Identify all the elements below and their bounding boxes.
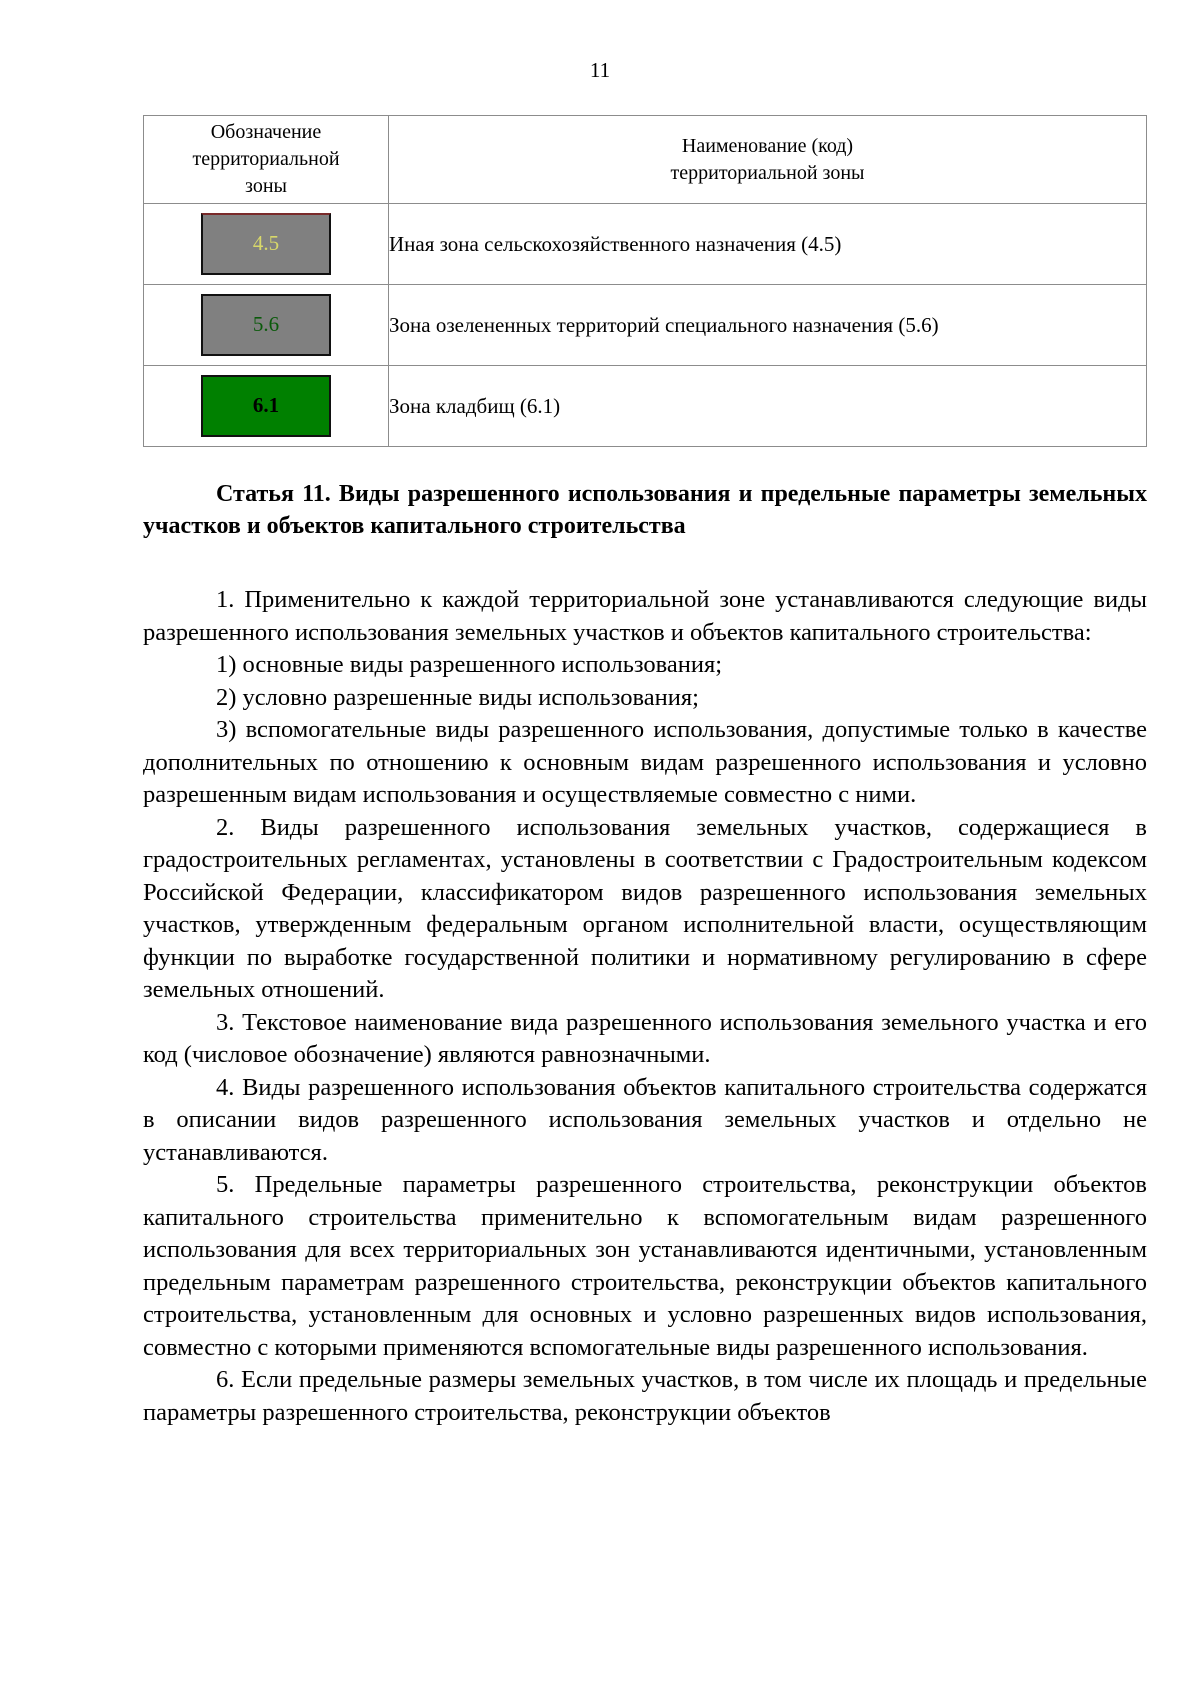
- page-number: 11: [589, 58, 611, 82]
- header-designation: Обозначение территориальной зоны: [144, 116, 389, 204]
- zone-code-cell: [144, 366, 389, 447]
- zone-code-cell: [144, 204, 389, 285]
- table-row: [144, 204, 1147, 285]
- paragraph: 6. Если предельные размеры земельных участков, в том числе их площадь и предельные параметры разрешенного строительства, реконструкции объектов: [143, 1366, 1147, 1426]
- paragraph: 2. Виды разрешенного использования земельных участков, содержащиеся в градостроительных регламентах, установлены в соответствии с Градостроительным кодексом Российской Федерации, классификатором видов разрешенного использования земельных участков, утвержденным федеральным органом исполнительной власти, осуществляющим функции по выработке государственной политики и нормативному регулированию в сфере земельных отношений.: [143, 813, 1147, 1003]
- article-body: [143, 478, 1147, 1429]
- paragraph: 2) условно разрешенные виды использования;: [216, 683, 699, 711]
- article-heading: Статья 11. Виды разрешенного использования и предельные параметры земельных участков и объектов капитального строительства: [143, 481, 1147, 539]
- zone-name-cell: Зона озелененных территорий специального назначения (5.6): [389, 285, 1147, 366]
- zone-name-cell: Зона кладбищ (6.1): [389, 366, 1147, 447]
- zone-swatch: 4.5: [201, 213, 331, 275]
- zone-name-cell: Иная зона сельскохозяйственного назначения (4.5): [389, 204, 1147, 285]
- zone-swatch: 5.6: [201, 294, 331, 356]
- zone-code-cell: [144, 285, 389, 366]
- paragraph: 1) основные виды разрешенного использования;: [216, 651, 723, 678]
- spacer: [143, 542, 1147, 584]
- table-row: [144, 285, 1147, 366]
- paragraph: 3. Текстовое наименование вида разрешенного использования земельного участка и его код (числовое обозначение) являются равнозначными.: [143, 1008, 1147, 1068]
- table-header-row: [144, 116, 1147, 204]
- paragraph: 5. Предельные параметры разрешенного строительства, реконструкции объектов капитального строительства применительно к вспомогательным видам разрешенного использования для всех территориальных зон устанавливаются идентичными, установленным предельным параметрам разрешенного строительства, реконструкции объектов капитального строительства, установленным для основных и условно разрешенных видов использования, совместно с которыми применяются вспомогательные виды разрешенного использования.: [143, 1171, 1147, 1361]
- zones-table: [143, 115, 1147, 447]
- table-row: [144, 366, 1147, 447]
- header-zone-name: Наименование (код) территориальной зоны: [389, 116, 1147, 204]
- zone-swatch: 6.1: [201, 375, 331, 437]
- paragraph: 1. Применительно к каждой территориальной зоне устанавливаются следующие виды разрешенного использования земельных участков и объектов капитального строительства:: [143, 586, 1147, 646]
- paragraph: 3) вспомогательные виды разрешенного использования, допустимые только в качестве дополнительных по отношению к основным видам разрешенного использования и условно разрешенным видам использования и осуществляемые совместно с ними.: [143, 716, 1147, 808]
- paragraph: 4. Виды разрешенного использования объектов капитального строительства содержатся в описании видов разрешенного использования земельных участков и отдельно не устанавливаются.: [143, 1073, 1147, 1166]
